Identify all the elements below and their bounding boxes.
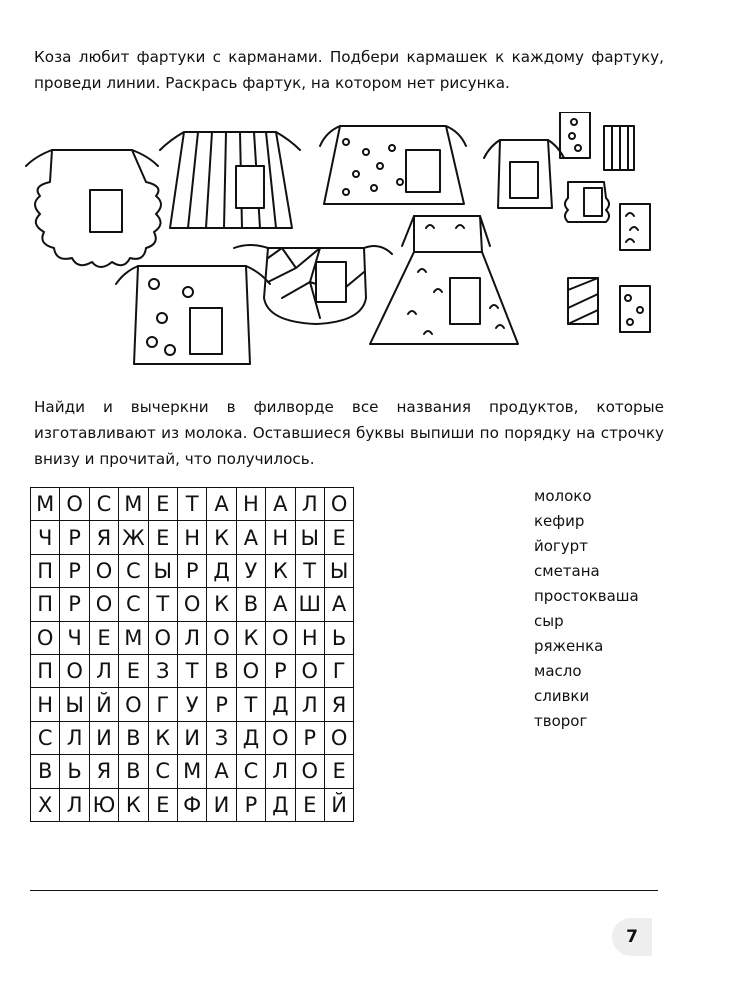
flower-apron <box>116 266 270 364</box>
grid-row <box>31 654 354 687</box>
grid-cell[interactable]: О <box>207 621 236 654</box>
grid-cell[interactable]: В <box>119 755 148 788</box>
grid-cell[interactable]: Р <box>60 554 89 587</box>
grid-cell[interactable]: З <box>207 721 236 754</box>
grid-cell[interactable]: Г <box>324 654 353 687</box>
grid-cell[interactable]: С <box>89 488 118 521</box>
grid-cell[interactable]: Р <box>236 788 265 821</box>
grid-cell[interactable]: О <box>266 721 295 754</box>
grid-cell[interactable]: Ш <box>295 588 324 621</box>
grid-cell[interactable]: Н <box>295 621 324 654</box>
grid-cell[interactable]: С <box>236 755 265 788</box>
grid-cell[interactable]: К <box>236 621 265 654</box>
grid-cell[interactable]: Й <box>324 788 353 821</box>
grid-cell[interactable]: Е <box>324 521 353 554</box>
grid-cell[interactable]: Н <box>266 521 295 554</box>
grid-cell[interactable]: В <box>31 755 60 788</box>
grid-cell[interactable]: Р <box>177 554 206 587</box>
dotted-apron <box>320 126 466 204</box>
grid-cell[interactable]: З <box>148 654 177 687</box>
grid-cell[interactable]: М <box>177 755 206 788</box>
grid-cell[interactable]: О <box>148 621 177 654</box>
grid-cell[interactable]: Д <box>236 721 265 754</box>
grid-cell[interactable]: А <box>266 588 295 621</box>
grid-row <box>31 721 354 754</box>
grid-cell[interactable]: П <box>31 554 60 587</box>
grid-cell[interactable]: К <box>119 788 148 821</box>
task-instructions-aprons: Коза любит фартуки с карманами. Подбери кармашек к каждому фартуку, проведи линии. Раскрась фартук, на котором нет рисунка. <box>34 48 664 92</box>
word-item: йогурт <box>534 537 588 555</box>
grid-cell[interactable]: О <box>266 621 295 654</box>
grid-cell[interactable]: С <box>148 755 177 788</box>
word-list <box>534 484 639 734</box>
grid-cell[interactable]: Л <box>295 488 324 521</box>
grid-cell[interactable]: Е <box>89 621 118 654</box>
grid-cell[interactable]: Я <box>324 688 353 721</box>
grid-cell[interactable]: М <box>31 488 60 521</box>
grid-cell[interactable]: Ю <box>89 788 118 821</box>
word-item: творог <box>534 712 588 730</box>
grid-cell[interactable]: Е <box>295 788 324 821</box>
grid-cell[interactable]: У <box>177 688 206 721</box>
grid-cell[interactable]: П <box>31 588 60 621</box>
grid-cell[interactable]: Т <box>148 588 177 621</box>
grid-cell[interactable]: Ч <box>31 521 60 554</box>
grid-cell[interactable]: Л <box>266 755 295 788</box>
grid-cell[interactable]: Ж <box>119 521 148 554</box>
word-item: кефир <box>534 512 585 530</box>
grid-cell[interactable]: Х <box>31 788 60 821</box>
grid-cell[interactable]: Е <box>148 488 177 521</box>
grid-cell[interactable]: У <box>236 554 265 587</box>
grid-cell[interactable]: П <box>31 654 60 687</box>
grid-row <box>31 488 354 521</box>
grid-cell[interactable]: С <box>119 554 148 587</box>
grid-cell[interactable]: О <box>89 588 118 621</box>
grid-cell[interactable]: И <box>89 721 118 754</box>
word-item: сметана <box>534 562 600 580</box>
grid-cell[interactable]: А <box>207 488 236 521</box>
grid-cell[interactable]: О <box>324 721 353 754</box>
grid-cell[interactable]: В <box>236 588 265 621</box>
grid-cell[interactable]: К <box>266 554 295 587</box>
grid-cell[interactable]: А <box>207 755 236 788</box>
grid-cell[interactable]: О <box>295 755 324 788</box>
grid-cell[interactable]: С <box>119 588 148 621</box>
grid-row <box>31 788 354 821</box>
scalloped-apron <box>26 150 161 267</box>
grid-cell[interactable]: К <box>207 521 236 554</box>
grid-cell[interactable]: Д <box>207 554 236 587</box>
grid-cell[interactable]: Г <box>148 688 177 721</box>
grid-cell[interactable]: Р <box>207 688 236 721</box>
grid-row <box>31 554 354 587</box>
answer-line[interactable] <box>30 890 658 891</box>
triangle-apron <box>234 245 392 324</box>
wordsearch-grid <box>30 487 354 822</box>
grid-cell[interactable]: Л <box>60 721 89 754</box>
task-instructions-wordsearch: Найди и вычеркни в филворде все названия продуктов, которые изготавливают из молока. Оставшиеся буквы выпиши по порядку на строчку внизу и прочитай, что получилось. <box>34 398 664 468</box>
grid-cell[interactable]: В <box>119 721 148 754</box>
grid-cell[interactable]: Д <box>266 688 295 721</box>
aprons-and-pockets-illustration <box>20 112 670 374</box>
grid-cell[interactable]: Ф <box>177 788 206 821</box>
grid-cell[interactable]: Р <box>266 654 295 687</box>
grid-cell[interactable]: А <box>324 588 353 621</box>
grid-cell[interactable]: Д <box>266 788 295 821</box>
grid-cell[interactable]: Я <box>89 521 118 554</box>
grid-cell[interactable]: Р <box>60 588 89 621</box>
striped-apron <box>160 132 300 228</box>
grid-cell[interactable]: Т <box>177 488 206 521</box>
grid-cell[interactable]: Е <box>119 654 148 687</box>
word-item: масло <box>534 662 582 680</box>
grid-cell[interactable]: Ы <box>60 688 89 721</box>
grid-cell[interactable]: А <box>266 488 295 521</box>
grid-cell[interactable]: О <box>119 688 148 721</box>
grid-cell[interactable]: В <box>207 654 236 687</box>
grid-cell[interactable]: Ы <box>324 554 353 587</box>
grid-cell[interactable]: Л <box>60 788 89 821</box>
grid-cell[interactable]: М <box>119 621 148 654</box>
grid-cell[interactable]: Ы <box>148 554 177 587</box>
grid-cell[interactable]: Л <box>177 621 206 654</box>
grid-cell[interactable]: Ы <box>295 521 324 554</box>
grid-cell[interactable]: Л <box>89 654 118 687</box>
grid-cell[interactable]: Т <box>177 654 206 687</box>
page-number: 7 <box>612 918 652 956</box>
grid-cell[interactable]: Ь <box>60 755 89 788</box>
grid-row <box>31 588 354 621</box>
grid-cell[interactable]: О <box>236 654 265 687</box>
grid-cell[interactable]: Я <box>89 755 118 788</box>
grid-row <box>31 621 354 654</box>
plain-apron <box>484 140 564 208</box>
grid-row <box>31 521 354 554</box>
grid-cell[interactable]: Н <box>177 521 206 554</box>
grid-cell[interactable]: Р <box>60 521 89 554</box>
grid-cell[interactable]: О <box>60 488 89 521</box>
grid-cell[interactable]: Т <box>295 554 324 587</box>
grid-cell[interactable]: Е <box>148 788 177 821</box>
grid-cell[interactable]: Е <box>148 521 177 554</box>
grid-cell[interactable]: С <box>31 721 60 754</box>
grid-cell[interactable]: О <box>295 654 324 687</box>
word-item: простокваша <box>534 587 639 605</box>
grid-cell[interactable]: К <box>148 721 177 754</box>
grid-cell[interactable]: Ь <box>324 621 353 654</box>
word-item: сливки <box>534 687 590 705</box>
grid-cell[interactable]: О <box>177 588 206 621</box>
grid-cell[interactable]: Л <box>295 688 324 721</box>
grid-cell[interactable]: И <box>177 721 206 754</box>
grid-cell[interactable]: Ч <box>60 621 89 654</box>
grid-cell[interactable]: Р <box>295 721 324 754</box>
grid-cell[interactable]: Н <box>31 688 60 721</box>
grid-cell[interactable]: М <box>119 488 148 521</box>
grid-cell[interactable]: И <box>207 788 236 821</box>
grid-cell[interactable]: О <box>324 488 353 521</box>
grid-cell[interactable]: О <box>31 621 60 654</box>
grid-cell[interactable]: К <box>207 588 236 621</box>
grid-cell[interactable]: Т <box>236 688 265 721</box>
pockets <box>560 112 650 332</box>
word-item: ряженка <box>534 637 604 655</box>
leaf-apron <box>370 216 518 344</box>
grid-cell[interactable]: О <box>89 554 118 587</box>
grid-row <box>31 755 354 788</box>
word-item: молоко <box>534 487 592 505</box>
grid-cell[interactable]: Е <box>324 755 353 788</box>
grid-cell[interactable]: О <box>60 654 89 687</box>
grid-row <box>31 688 354 721</box>
grid-cell[interactable]: А <box>236 521 265 554</box>
word-item: сыр <box>534 612 564 630</box>
grid-cell[interactable]: Й <box>89 688 118 721</box>
grid-cell[interactable]: Н <box>236 488 265 521</box>
